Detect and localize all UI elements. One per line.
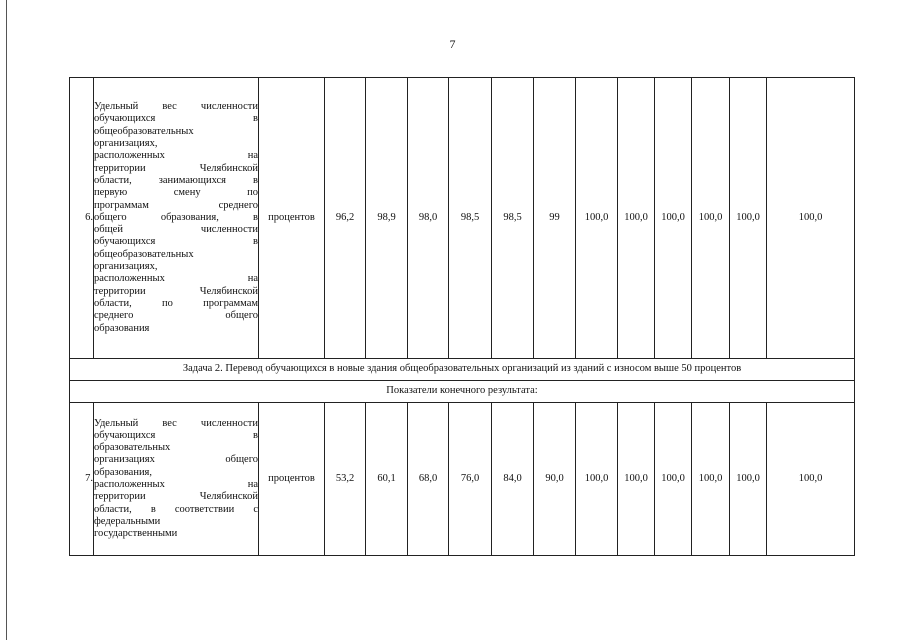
indicator-name-line: Удельный вес численности (94, 417, 258, 429)
indicator-name-line: территории Челябинской (94, 491, 258, 503)
value-cell: 98,9 (366, 78, 408, 359)
indicator-name-line: области, занимающихся в (94, 174, 258, 186)
section-row (70, 381, 855, 403)
indicator-name-line: организациях, (94, 138, 158, 150)
value-cell: 68,0 (408, 403, 449, 556)
indicator-name-line: территории Челябинской (94, 162, 258, 174)
page-number: 7 (449, 37, 456, 51)
value-cell: 100,0 (576, 403, 618, 556)
task-row (70, 359, 855, 381)
indicator-name-line: общеобразовательных (94, 248, 194, 260)
indicator-name-line: образования, (94, 466, 153, 478)
indicators-table (69, 77, 855, 556)
value-cell: 100,0 (767, 78, 855, 359)
row-number: 6. (70, 78, 94, 359)
indicator-name-line: организациях общего (94, 454, 258, 466)
value-cell: 84,0 (492, 403, 534, 556)
indicator-name-line: расположенных на (94, 273, 258, 285)
indicator-name-line: государственными (94, 528, 178, 540)
value-cell: 100,0 (767, 403, 855, 556)
unit-cell: процентов (259, 403, 325, 556)
value-cell: 96,2 (325, 78, 366, 359)
value-cell: 100,0 (618, 403, 655, 556)
row-number: 7. (70, 403, 94, 556)
indicator-name-line: программам среднего (94, 199, 258, 211)
indicator-name-line: организациях, (94, 261, 158, 273)
indicator-name-line: Удельный вес численности (94, 101, 258, 113)
indicator-name-line: области, по программам (94, 297, 258, 309)
indicator-name-line: среднего общего (94, 310, 258, 322)
value-cell: 98,5 (449, 78, 492, 359)
task-heading: Задача 2. Перевод обучающихся в новые здания общеобразовательных организаций из зданий с износом выше 50 процентов (70, 359, 855, 381)
indicators-heading: Показатели конечного результата: (70, 381, 855, 403)
value-cell: 100,0 (618, 78, 655, 359)
indicator-name (94, 78, 259, 359)
indicator-name-line: обучающихся в (94, 429, 258, 441)
indicator-name-line: территории Челябинской (94, 285, 258, 297)
indicator-name-line: образования (94, 322, 150, 334)
unit-cell: процентов (259, 78, 325, 359)
value-cell: 98,5 (492, 78, 534, 359)
indicator-name-line: образовательных (94, 442, 171, 454)
value-cell: 100,0 (692, 78, 730, 359)
value-cell: 100,0 (692, 403, 730, 556)
indicator-name-line: общеобразовательных (94, 125, 194, 137)
value-cell: 100,0 (730, 78, 767, 359)
indicator-name-line: федеральными (94, 515, 161, 527)
indicator-name-line: обучающихся в (94, 236, 258, 248)
indicator-name-line: первую смену по (94, 187, 258, 199)
indicator-name-line: обучающихся в (94, 113, 258, 125)
indicator-name-line: общего образования, в (94, 211, 258, 223)
value-cell: 76,0 (449, 403, 492, 556)
indicator-name-line: расположенных на (94, 150, 258, 162)
indicator-name (94, 403, 259, 556)
value-cell: 100,0 (576, 78, 618, 359)
indicator-name-line: области, в соответствии с (94, 503, 258, 515)
table-row (70, 78, 855, 359)
value-cell: 100,0 (655, 403, 692, 556)
table-row (70, 403, 855, 556)
indicator-name-line: расположенных на (94, 479, 258, 490)
value-cell: 60,1 (366, 403, 408, 556)
indicator-name-line: общей численности (94, 224, 258, 236)
page-left-border (6, 0, 7, 640)
value-cell: 53,2 (325, 403, 366, 556)
value-cell: 90,0 (534, 403, 576, 556)
value-cell: 98,0 (408, 78, 449, 359)
value-cell: 99 (534, 78, 576, 359)
value-cell: 100,0 (730, 403, 767, 556)
value-cell: 100,0 (655, 78, 692, 359)
